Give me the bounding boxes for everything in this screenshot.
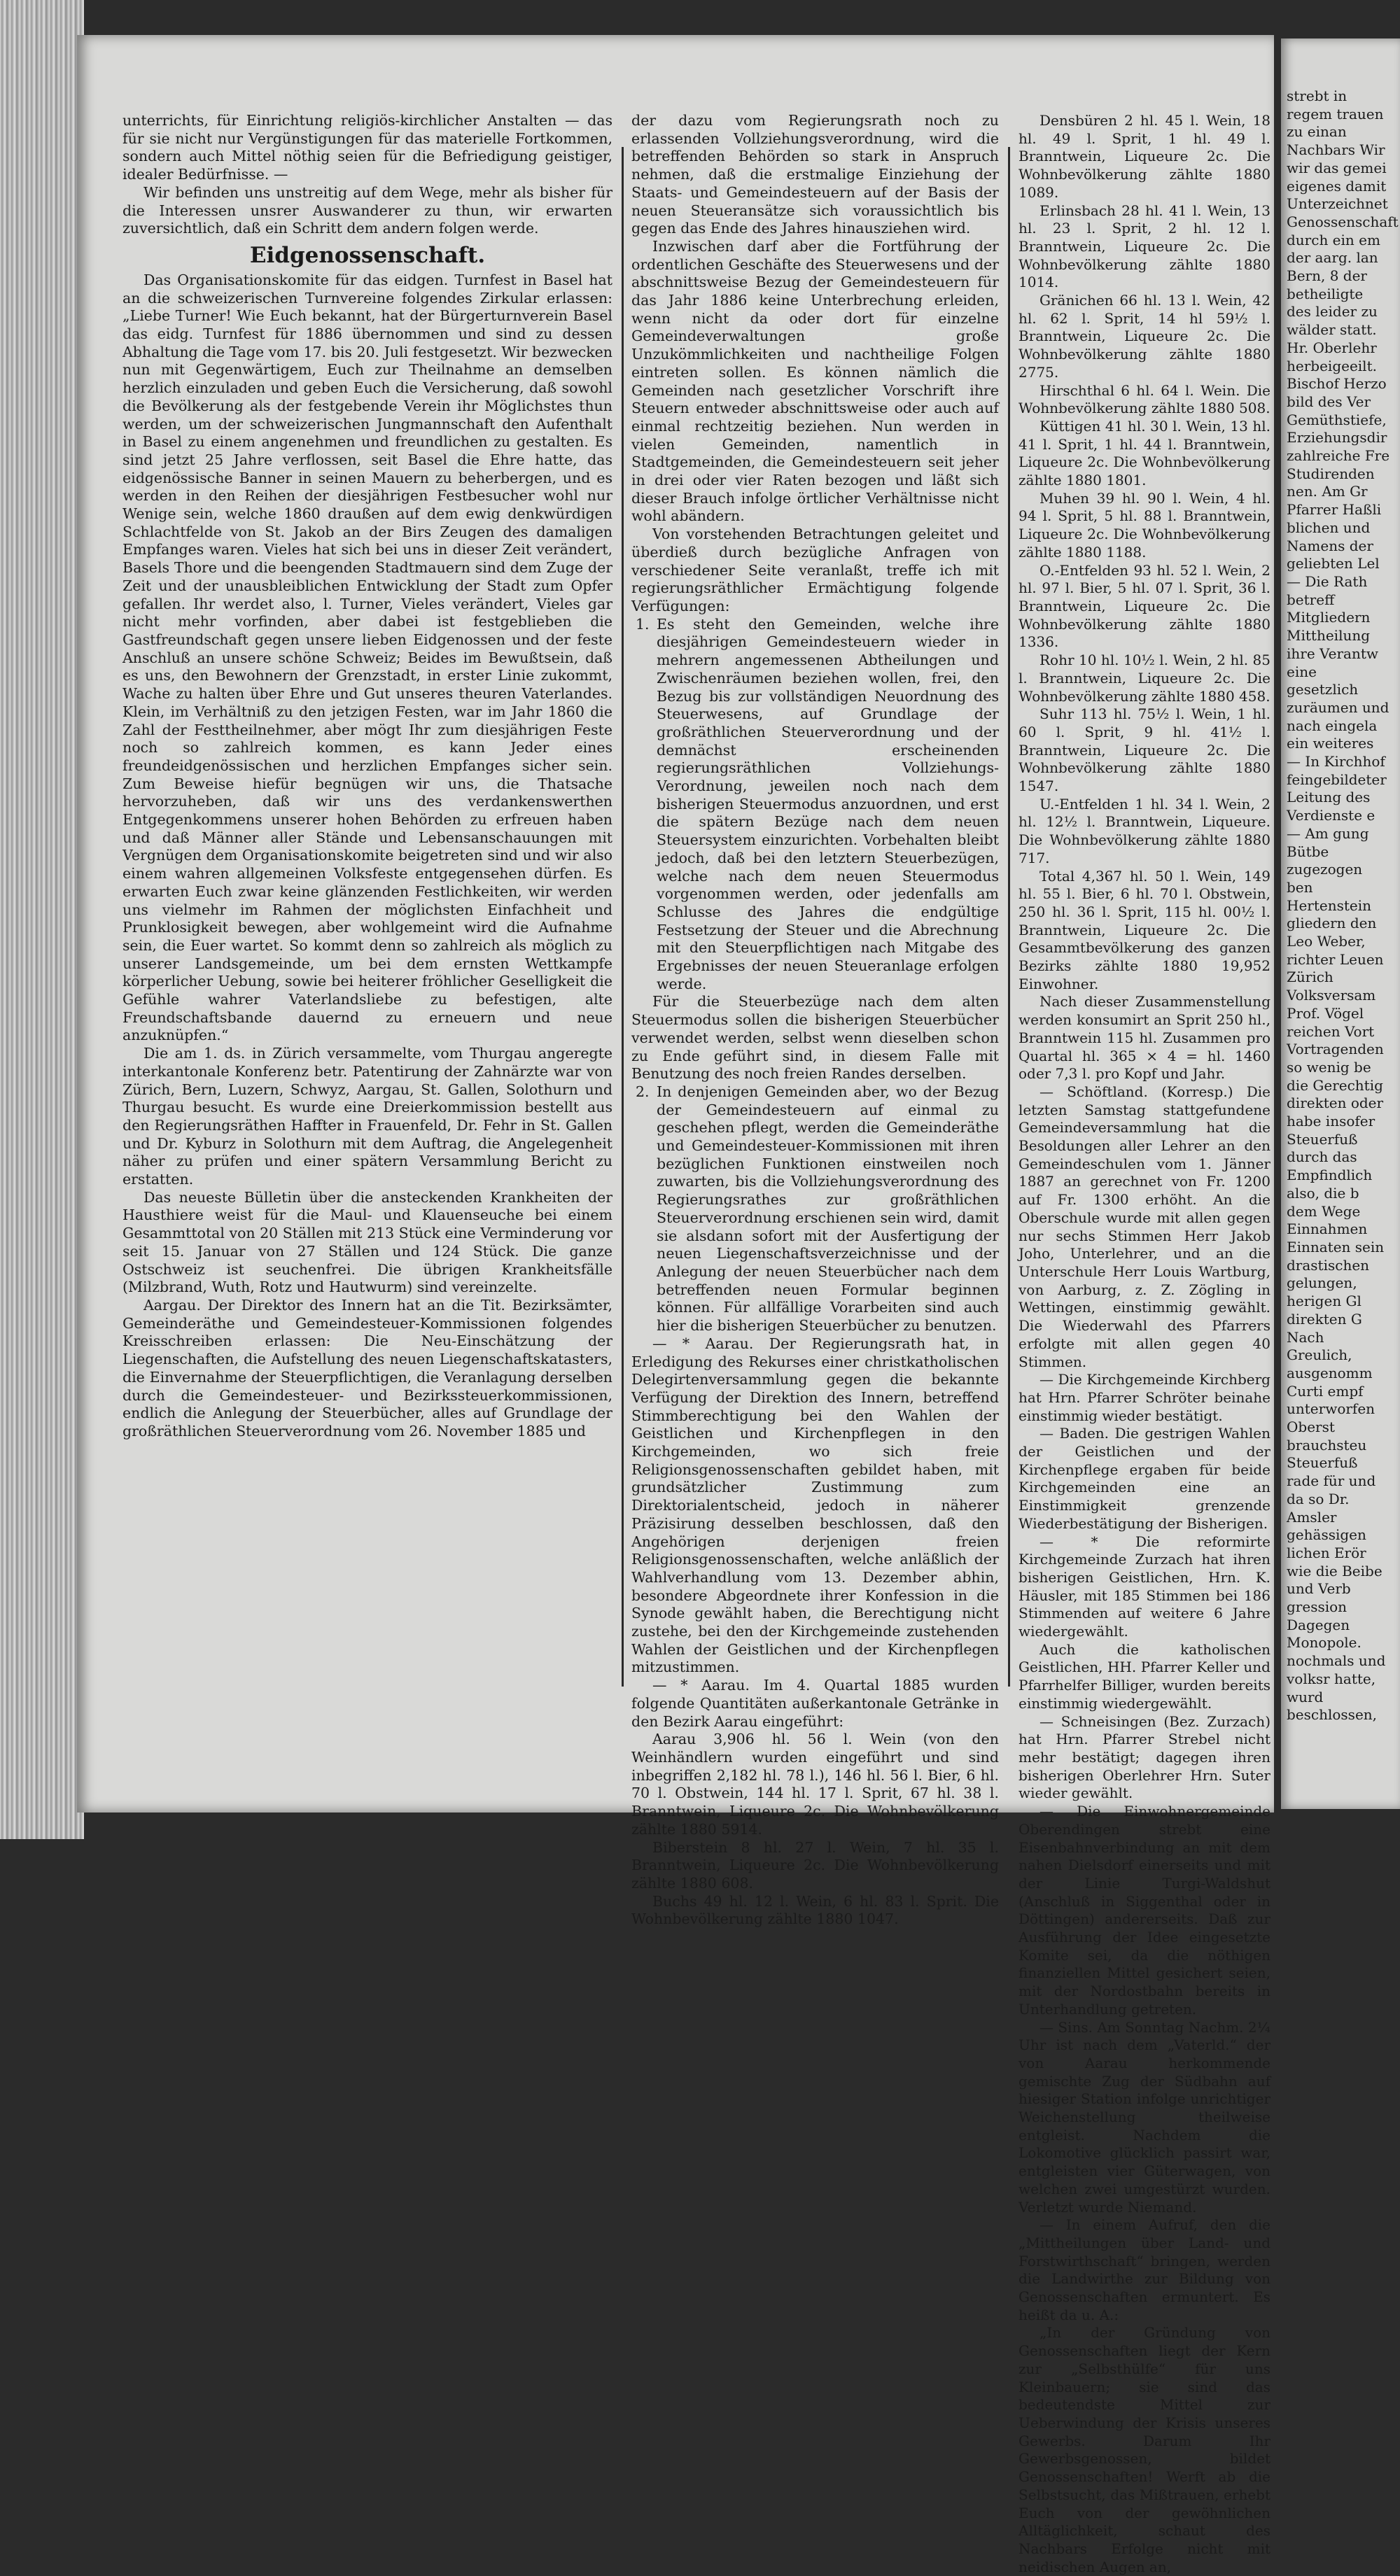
col3-o-entfelden: O.-Entfelden 93 hl. 52 l. Wein, 2 hl. 97 l. Bier, 5 hl. 07 l. Sprit, 36 l. Branntwein, Liqueure 2c. Die Wohnbevölkerung zählte 1880 1336. [1018, 561, 1270, 651]
col1-paragraph-1: unterrichts, für Einrichtung religiös-kirchlicher Anstalten — das für sie nicht nur Vergünstigungen für das materielle Fortkommen, sondern auch Mittel nöthig seien für die Befriedigung geistiger, idealer Bedürfnisse. — [122, 112, 612, 183]
adjacent-page-fragment [1281, 38, 1400, 1809]
col3-zurzach: — * Die reformirte Kirchgemeinde Zurzach hat ihren bisherigen Geistlichen, Hrn. K. Häusler, mit 185 Stimmen bei 186 Stimmenden auf weitere 6 Jahre wiedergewählt. [1018, 1533, 1270, 1640]
col2-list-item-1 [631, 616, 999, 994]
col1-paragraph-zahnaerzte: Die am 1. ds. in Zürich versammelte, vom Thurgau angeregte interkantonale Konferenz betr. Patentirung der Zahnärzte war von Zürich, Bern, Luzern, Schwyz, Aargau, St. Gallen, Solothurn und Thurgau besucht. Es wurde eine Dreierkommission bestellt aus den Regierungsräthen Haffter in Frauenfeld, Dr. Fehr in St. Gallen und Dr. Kyburz in Solothurn mit dem Auftrag, die Angelegenheit näher zu prüfen und einer spätern Versammlung Bericht zu erstatten. [122, 1045, 612, 1188]
col3-hirschthal: Hirschthal 6 hl. 64 l. Wein. Die Wohnbevölkerung zählte 1880 508. [1018, 381, 1270, 417]
col2-paragraph-1: der dazu vom Regierungsrath noch zu erlassenden Vollziehungsverordnung, wird die betreffenden Behörden so stark in Anspruch nehmen, daß die erstmalige Einziehung der Staats- und Gemeindesteuern auf der Basis der neuen Steueransätze sich voraussichtlich bis gegen das Ende des Jahres hinausziehen wird. [631, 112, 999, 237]
col1-paragraph-seuchen: Das neueste Bülletin über die ansteckenden Krankheiten der Hausthiere weist für die Maul- und Klauenseuche bei einem Gesammttotal von 20 Ställen mit 213 Stück eine Verminderung vor seit 15. Januar von 27 Ställen und 124 Stück. Die ganze Ostschweiz ist seuchenfrei. Die übrigen Krankheitsfälle (Milzbrand, Wuth, Rotz und Hautwurm) sind vereinzelte. [122, 1188, 612, 1296]
col1-paragraph-aargau: Aargau. Der Direktor des Innern hat an die Tit. Bezirksämter, Gemeinderäthe und Gemeindesteuer-Kommissionen folgendes Kreisschreiben erlassen: Die Neu-Einschätzung der Liegenschaften, die Aufstellung des neuen Liegenschaftskatasters, die Einvernahme der Steuerpflichtigen, die Veranlagung derselben durch die Gemeindesteuer- und Bezirkssteuerkommissionen, endlich die Anlegung der Steuerbücher, alles auf Grundlage der großräthlichen Steuerverordnung vom 26. November 1885 und [122, 1297, 612, 1440]
col3-kuettigen: Küttigen 41 hl. 30 l. Wein, 13 hl. 41 l. Sprit, 1 hl. 44 l. Branntwein, Liqueure 2c. Die Wohnbevölkerung zählte 1880 1801. [1018, 417, 1270, 489]
column-separator-2 [1008, 147, 1010, 1687]
section-heading-eidgenossenschaft: Eidgenossenschaft. [249, 242, 486, 268]
col2-paragraph-2: Inzwischen darf aber die Fortführung der ordentlichen Geschäfte des Steuerwesens und der abschnittsweise Bezug der Gemeindesteuern für das Jahr 1886 keine Unterbrechung erleiden, wenn nicht da oder dort für einzelne Gemeindeverwaltungen große Unzukömmlichkeiten und nachtheilige Folgen eintreten sollen. Es können nämlich die Gemeinden nach gesetzlicher Vorschrift ihre Steuern entweder abschnittsweise oder auch auf einmal rechtzeitig beziehen. Nun werden in vielen Gemeinden, namentlich in Stadtgemeinden, die Gemeindesteuern seit jeher in drei oder vier Raten bezogen und läßt sich dieser Brauch infolge örtlicher Verhältnisse nicht wohl abändern. [631, 237, 999, 525]
col3-oberendingen: — Die Einwohnergemeinde Oberendingen strebt eine Eisenbahnverbindung an mit dem nahen Dielsdorf einerseits und mit der Linie Turgi-Waldshut (Anschluß in Siggenthal oder in Döttingen) andererseits. Daß zur Ausführung der Idee eingesetzte Komite sei, da die nöthigen finanziellen Mittel gesichert seien, mit der Nordostbahn bereits in Unterhandlung getreten. [1018, 1803, 1270, 2018]
col3-baden: — Baden. Die gestrigen Wahlen der Geistlichen und der Kirchenpflege ergaben für beide Kirchgemeinden eine an Einstimmigkeit grenzende Wiederbestätigung der Bisherigen. [1018, 1425, 1270, 1532]
newspaper-page [77, 35, 1274, 2575]
col2-list-item-2 [631, 1083, 999, 1335]
col3-erlinsbach: Erlinsbach 28 hl. 41 l. Wein, 13 hl. 23 l. Sprit, 2 hl. 12 l. Branntwein, Liqueure 2c. Die Wohnbevölkerung zählte 1880 1014. [1018, 202, 1270, 291]
list-number: 2. [636, 1083, 650, 1100]
col1-paragraph-turnfest: Das Organisationskomite für das eidgen. Turnfest in Basel hat an die schweizerischen Turnvereine folgendes Zirkular erlassen: „Liebe Turner! Wie Euch bekannt, hat der Bürgerturnverein Basel das eidg. Turnfest für 1886 übernommen und sind zu dessen Abhaltung die Tage vom 17. bis 20. Juli festgesetzt. Wir bezwecken nun mit Gegenwärtigem, Euch zur Theilnahme an demselben herzlich einzuladen und geben Euch die Versicherung, daß sowohl die Bevölkerung als der festgebende Verein ihr Möglichstes thun werden, um der schweizerischen Jungmannschaft den Aufenthalt in Basel zu einem angenehmen und freundlichen zu gestalten. Es sind jetzt 25 Jahre verflossen, seit Basel die Ehre hatte, das eidgenössische Banner in seinen Mauern zu beherbergen, und es werden in den Reihen der diesjährigen Festbesucher wohl nur Wenige sein, welche 1860 draußen auf dem ewig denkwürdigen Schlachtfelde von St. Jakob an der Birs Zeugen des damaligen Empfanges waren. Vieles hat sich bei uns in dieser Zeit verändert, Basels Thore und die beengenden Stadtmauern sind dem Zuge der Zeit und der unausbleiblichen Entwicklung der Stadt zum Opfer gefallen. Ihr werdet also, l. Turner, Vieles verändert, Vieles gar nicht mehr vorfinden, aber dabei ist festgeblieben die Gastfreundschaft gegen unsere lieben Eidgenossen und der feste Anschluß an unsere schöne Schweiz; Beides im Bewußtsein, daß es uns, den Bewohnern der Grenzstadt, in erster Linie zukommt, Wache zu halten über Ehre und Gut unseres theuren Vaterlandes. Klein, im Verhältniß zu den jetzigen Festen, war im Jahr 1860 die Zahl der Festtheilnehmer, aber mögt Ihr zum diesjährigen Feste noch so zahlreich kommen, es kann Jeder eines freundeidgenössischen und herzlichen Empfanges sicher sein. Zum Beweise hiefür begnügen wir uns, die Thatsache hervorzuheben, daß wir uns des verdankenswerthen Entgegenkommens unserer hohen Behörden zu erfreuen haben und daß Männer aller Stände und Lebensanschauungen mit Vergnügen dem Organisationskomite beigetreten sind und wir also einem wahren allgemeinen Volksfeste entgegensehen dürfen. Es erwarten Euch zwar keine glänzenden Festlichkeiten, wir werden uns vielmehr im Rahmen der möglichsten Einfachheit und Prunklosigkeit bewegen, aber wohlgemeint wird die Aufnahme sein, die Euer wartet. So kommt denn so zahlreich als möglich zu unserer Landsgemeinde, um bei dem ernsten Wettkampfe körperlicher Uebung, sowie bei heiterer fröhlicher Geselligkeit die Gefühle wahrer Vaterlandsliebe zu befestigen, alte Freundschaftsbande dauernd zu erneuern und neue anzuknüpfen.“ [122, 271, 612, 1044]
col2-paragraph-3: Von vorstehenden Betrachtungen geleitet und überdieß durch bezügliche Anfragen von verschiedener Seite veranlaßt, treffe ich mit regierungsräthlicher Ermächtigung folgende Verfügungen: [631, 526, 999, 614]
col3-total: Total 4,367 hl. 50 l. Wein, 149 hl. 55 l. Bier, 6 hl. 70 l. Obstwein, 250 hl. 36 l. Sprit, 115 hl. 00½ l. Branntwein, Liqueure 2c. Die Gesammtbevölkerung des ganzen Bezirks zählte 1880 19,952 Einwohner. [1018, 867, 1270, 992]
list-text: In denjenigen Gemeinden aber, wo der Bezug der Gemeindesteuern auf einmal zu geschehen pflegt, werden die Gemeinderäthe und Gemeindesteuer-Kommissionen mit ihren bezüglichen Funktionen einstweilen noch zuwarten, bis die Vollziehungsverordnung des Regierungsrathes zur großräthlichen Steuerverordnung erschienen sein wird, damit sie alsdann sofort mit der Ausfertigung der neuen Liegenschaftsverzeichnisse und der Anlegung der neuen Steuerbücher nach dem betreffenden neuen Formular beginnen können. Für allfällige Vorarbeiten sind auch hier die bisherigen Steuerbücher zu benutzen. [657, 1083, 999, 1335]
col3-zusammenstellung: Nach dieser Zusammenstellung werden konsumirt an Sprit 250 hl., Branntwein 115 hl. Zusammen pro Quartal hl. 365 × 4 = hl. 1460 oder 7,3 l. pro Kopf und Jahr. [1018, 993, 1270, 1083]
list-number: 1. [636, 615, 650, 633]
col3-genossenschaften: „In der Gründung von Genossenschaften liegt der Kern zur „Selbsthülfe“ für uns Kleinbauern; sie sind das bedeutendste Mittel zur Ueberwindung der Krisis unseres Gewerbs. Darum Ihr Gewerbsgenossen, bildet Genossenschaften! Werft ab die Selbstsucht, das Mißtrauen, erhebt Euch von der gewöhnlichen Alltäglichkeit, schaut des Nachbars Erfolge nicht mit neidischen Augen an, [1018, 2324, 1270, 2575]
col3-suhr: Suhr 113 hl. 75½ l. Wein, 1 hl. 60 l. Sprit, 9 hl. 41½ l. Branntwein, Liqueure 2c. Die Wohnbevölkerung zählte 1880 1547. [1018, 705, 1270, 795]
col2-paragraph-buchs: Buchs 49 hl. 12 l. Wein, 6 hl. 83 l. Sprit. Die Wohnbevölkerung zählte 1880 1047. [631, 1892, 999, 1928]
col2-paragraph-aarau: Aarau 3,906 hl. 56 l. Wein (von den Weinhändlern wurden eingeführt und sind inbegriffen 2,182 hl. 78 l.), 146 hl. 56 l. Bier, 6 hl. 70 l. Obstwein, 144 hl. 17 l. Sprit, 67 hl. 38 l. Branntwein, Liqueure 2c. Die Wohnbevölkerung zählte 1880 5914. [631, 1731, 999, 1838]
col3-graenichen: Gränichen 66 hl. 13 l. Wein, 42 hl. 62 l. Sprit, 14 hl 59½ l. Branntwein, Liqueure 2c. Die Wohnbevölkerung zählte 1880 2775. [1018, 292, 1270, 381]
col2-paragraph-biberstein: Biberstein 8 hl. 27 l. Wein, 7 hl. 35 l. Branntwein, Liqueure 2c. Die Wohnbevölkerung zählte 1880 608. [631, 1838, 999, 1892]
col2-paragraph-rekurs: — * Aarau. Der Regierungsrath hat, in Erledigung des Rekurses einer christkatholischen Delegirtenversammlung gegen die bekannte Verfügung der Direktion des Innern, betreffend Stimmberechtigung bei den Wahlen der Geistlichen und Kirchenpflegen in den Kirchgemeinden, wo sich freie Religionsgenossenschaften gebildet haben, mit grundsätzlicher Zustimmung zum Direktorialentscheid, jedoch in näherer Präzisirung desselben beschlossen, daß den Angehörigen derjenigen freien Religionsgenossenschaften, welche anläßlich der Wahlverhandlung vom 13. Dezember abhin, besondere Abgeordnete ihrer Konfession in die Synode gewählt haben, die Berechtigung nicht zustehe, bei den der Kirchgemeinde zustehenden Wahlen der Geistlichen und der Kirchenpflegen mitzustimmen. [631, 1335, 999, 1676]
column-4-partial [1287, 87, 1399, 1724]
col3-densbueren: Densbüren 2 hl. 45 l. Wein, 18 hl. 49 l. Sprit, 1 hl. 49 l. Branntwein, Liqueure 2c. Die Wohnbevölkerung zählte 1880 1089. [1018, 112, 1270, 201]
column-1 [122, 112, 612, 1722]
col3-sins: — Sins. Am Sonntag Nachm. 2¼ Uhr ist nach dem „Vaterld.“ der von Aarau herkommende gemischte Zug der Südbahn auf hiesiger Station infolge unrichtiger Weichenstellung theilweise entgleist. Nachdem die Lokomotive glücklich passirt war, entgleisten vier Güterwagen, von welchen zwei umgestürzt wurden. Verletzt wurde Niemand. [1018, 2018, 1270, 2216]
column-separator-1 [622, 147, 624, 1687]
col3-schneisingen: — Schneisingen (Bez. Zurzach) hat Hrn. Pfarrer Strebel nicht mehr bestätigt; dagegen ihren bisherigen Oberlehrer Hrn. Suter wieder gewählt. [1018, 1712, 1270, 1802]
col2-paragraph-getraenke: — * Aarau. Im 4. Quartal 1885 wurden folgende Quantitäten außerkantonale Getränke in den Bezirk Aarau eingeführt: [631, 1677, 999, 1730]
column-2 [631, 112, 999, 1928]
col3-u-entfelden: U.-Entfelden 1 hl. 34 l. Wein, 2 hl. 12½ l. Branntwein, Liqueure. Die Wohnbevölkerung zählte 1880 717. [1018, 795, 1270, 866]
col3-muhen: Muhen 39 hl. 90 l. Wein, 4 hl. 94 l. Sprit, 5 hl. 88 l. Branntwein, Liqueure 2c. Die Wohnbevölkerung zählte 1880 1188. [1018, 489, 1270, 561]
col3-aufruf: — In einem Aufruf, den die „Mittheilungen über Land- und Forstwirthschaft“ bringen, werden die Landwirthe zur Bildung von Genossenschaften ermuntert. Es heißt da u. A.: [1018, 2216, 1270, 2323]
book-page-edges [0, 0, 84, 1839]
col2-paragraph-4: Für die Steuerbezüge nach dem alten Steuermodus sollen die bisherigen Steuerbücher verwendet werden, selbst wenn dieselben schon zu Ende geführt sind, in diesem Falle mit Benutzung des noch freien Randes derselben. [631, 993, 999, 1083]
col3-schoeftland: — Schöftland. (Korresp.) Die letzten Samstag stattgefundene Gemeindeversammlung hat die Besoldungen aller Lehrer an den Gemeindeschulen vom 1. Jänner 1887 an gerechnet von Fr. 1200 auf Fr. 1300 erhöht. An die Oberschule wurde mit allen gegen nur sechs Stimmen Herr Jakob Joho, Unterlehrer, und an die Unterschule Herr Louis Wartburg, von Aarburg, z. Z. Zögling in Wettingen, einstimmig gewählt. Die Wiederwahl des Pfarrers erfolgte mit allen gegen 40 Stimmen. [1018, 1083, 1270, 1370]
col3-katholisch: Auch die katholischen Geistlichen, HH. Pfarrer Keller und Pfarrhelfer Billiger, wurden bereits einstimmig wiedergewählt. [1018, 1640, 1270, 1712]
col1-paragraph-2: Wir befinden uns unstreitig auf dem Wege, mehr als bisher für die Interessen unsrer Auswanderer zu thun, wir erwarten zuversichtlich, daß ein Schritt dem andern folgen werde. [122, 183, 612, 237]
col4-text: strebt in regem trauen zu einan Nachbars Wir wir das gemei eigenes damit Unterzeichnet Genossenschaft durch ein em der aarg. lan Bern, 8 der betheiligte des leider zu wälder statt. Hr. Oberlehr herbeigeeilt. Bischof Herzo bild des Ver Gemüthstiefe, Erziehungsdir zahlreiche Fre Studirenden nen. Am Gr Pfarrer Haßli blichen und Namens der geliebten Lel — Die Rath betreff Mitgliedern Mittheilung ihre Verantw eine gesetzlich zuräumen und nach eingela ein weiteres — In Kirchhof feingebildeter Leitung des Verdienste e — Am gung Bütbe zugezogen ben Hertenstein gliedern den Leo Weber, richter Leuen Zürich Volksversam Prof. Vögel reichen Vort Vortragenden so wenig be die Gerechtig direkten oder habe insofer Steuerfuß durch das Empfindlich also, die b dem Wege Einnahmen Einnaten sein drastischen gelungen, herigen Gl direkten G Nach Greulich, ausgenomm Curti empf unterworfen Oberst brauchsteu Steuerfuß rade für und da so Dr. Amsler gehässigen lichen Erör wie die Beibe und Verb gression Dagegen Monopole. nochmals und volksr hatte, wurd beschlossen, [1287, 87, 1399, 1724]
col3-rohr: Rohr 10 hl. 10½ l. Wein, 2 hl. 85 l. Branntwein, Liqueure 2c. Die Wohnbevölkerung zählte 1880 458. [1018, 652, 1270, 705]
col3-kirchberg: — Die Kirchgemeinde Kirchberg hat Hrn. Pfarrer Schröter beinahe einstimmig wieder bestätigt. [1018, 1371, 1270, 1424]
column-3-text [1018, 112, 1270, 2575]
list-text: Es steht den Gemeinden, welche ihre diesjährigen Gemeindesteuern wieder in mehrern angemessenen Abtheilungen und Zwischenräumen beziehen wollen, frei, den Bezug bis zur vollständigen Neuordnung des Steuerwesens, auf Grundlage der großräthlichen Steuerverordnung und der demnächst erscheinenden regierungsräthlichen Vollziehungs-Verordnung, jeweilen noch nach dem bisherigen Steuermodus anzuordnen, und erst die spätern Bezüge nach dem neuen Steuersystem einzurichten. Vorbehalten bleibt jedoch, daß bei den letztern Steuerbezügen, welche nach dem neuen Steuermodus vorgenommen werden, oder jedenfalls am Schlusse des Jahres die endgültige Festsetzung der Steuer und die Abrechnung mit den Steuerpflichtigen nach Mitgabe des Ergebnisses der neuen Steueranlage erfolgen werde. [657, 615, 999, 992]
